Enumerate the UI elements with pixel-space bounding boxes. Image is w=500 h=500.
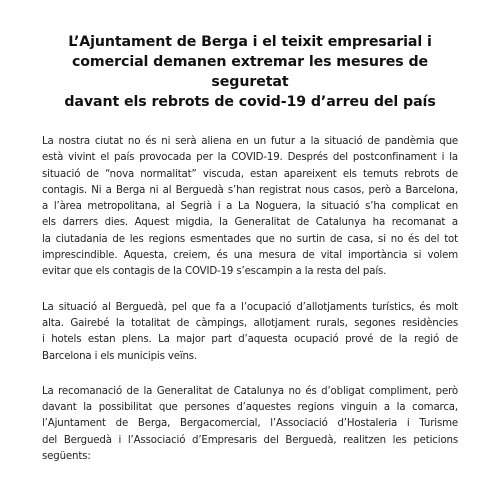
paragraph-situation	[42, 134, 458, 281]
paragraph-line: La nostra ciutat no és ni serà aliena en un futur a la situació de pandèmia que	[42, 136, 458, 147]
title-line: L’Ajuntament de Berga i el teixit empresarial i	[68, 34, 432, 50]
paragraph-occupancy	[42, 300, 458, 365]
paragraph-recommendation	[42, 384, 458, 465]
paragraph-line: l’Ajuntament de Berga, Bergacomercial, l’Associació d’Hostaleria i Turisme	[42, 418, 458, 430]
paragraph-line: està vivint el país provocada per la COVID-19. Després del postconfinament i la	[42, 152, 458, 164]
paragraph-line: següents:	[42, 451, 91, 463]
paragraph-line: imprescindible. Aquesta, creiem, és una mesura de vital importància si volem	[42, 250, 458, 262]
paragraph-line: i hotels estan plens. La major part d’aquesta ocupació prové de la regió de	[42, 334, 458, 346]
title-line: davant els rebrots de covid-19 d’arreu del país	[64, 94, 436, 110]
paragraph-line: situació de “nova normalitat” viscuda, estan apareixent els temuts rebrots de	[42, 168, 458, 180]
paragraph-line: els darrers dies. Aquest migdia, la Generalitat de Catalunya ha recomanat a	[42, 217, 458, 229]
paragraph-line: a l’àrea metropolitana, al Segrià i a La Noguera, la situació s’ha complicat en	[42, 201, 458, 213]
paragraph-line: alta. Gairebé la totalitat de càmpings, allotjament rurals, segones residències	[42, 317, 458, 329]
paragraph-line: la ciutadania de les regions esmentades que no surtin de casa, si no és del tot	[42, 233, 458, 245]
article-title	[42, 32, 458, 112]
paragraph-line: Barcelona i els municipis veïns.	[42, 350, 198, 362]
paragraph-line: La situació al Berguedà, pel que fa a l’ocupació d’allotjaments turístics, és molt	[42, 301, 458, 313]
paragraph-line: La recomanació de la Generalitat de Catalunya no és d’obligat compliment, però	[42, 385, 458, 397]
paragraph-line: del Berguedà i l’Associació d’Empresaris del Berguedà, realitzen les peticions	[42, 434, 458, 446]
paragraph-line: evitar que els contagis de la COVID-19 s’escampin a la resta del país.	[42, 266, 387, 278]
paragraph-line: davant la possibilitat que persones d’aquestes regions vinguin a la comarca,	[42, 402, 458, 414]
title-line: comercial demanen extremar les mesures de seguretat	[71, 54, 429, 90]
paragraph-line: contagis. Ni a Berga ni al Berguedà s’han registrat nous casos, però a Barcelona,	[42, 184, 458, 196]
